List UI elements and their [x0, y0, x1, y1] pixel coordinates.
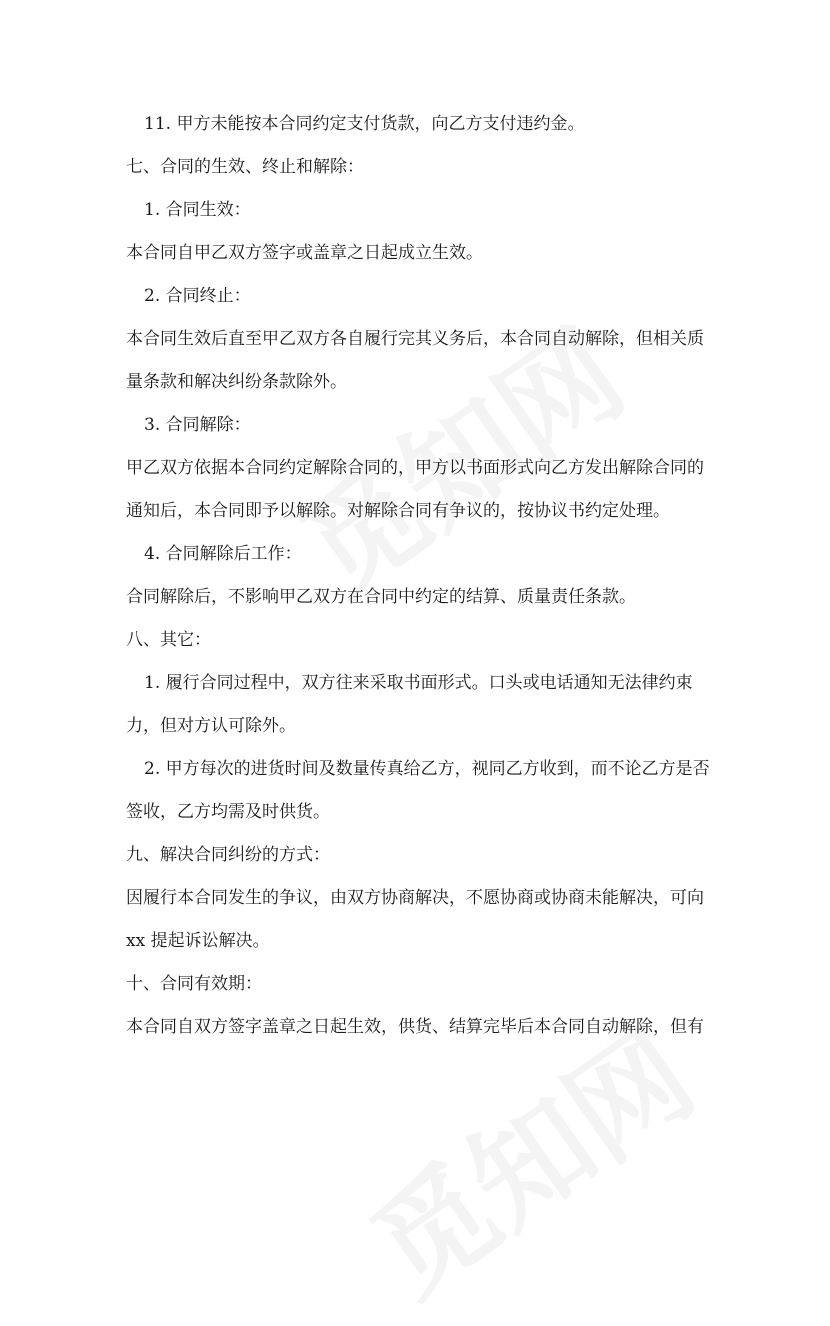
paragraph: 甲乙双方依据本合同约定解除合同的，甲方以书面形式向乙方发出解除合同的: [126, 458, 704, 478]
paragraph: 11. 甲方未能按本合同约定支付货款，向乙方支付违约金。: [144, 114, 585, 134]
paragraph: 本合同自甲乙双方签字或盖章之日起成立生效。: [126, 243, 483, 263]
clause-heading: 3. 合同解除：: [144, 415, 251, 435]
clause-heading: 1. 合同生效：: [144, 200, 251, 220]
paragraph: 力，但对方认可除外。: [126, 716, 296, 736]
paragraph: 签收，乙方均需及时供货。: [126, 802, 330, 822]
paragraph: 1. 履行合同过程中，双方往来采取书面形式。口头或电话通知无法律约束: [144, 673, 693, 693]
clause-heading: 4. 合同解除后工作：: [144, 544, 302, 564]
paragraph: 量条款和解决纠纷条款除外。: [126, 372, 347, 392]
paragraph: 2. 甲方每次的进货时间及数量传真给乙方，视同乙方收到，而不论乙方是否: [144, 759, 710, 779]
paragraph: 本合同自双方签字盖章之日起生效，供货、结算完毕后本合同自动解除，但有: [126, 1017, 704, 1037]
section-heading: 十、合同有效期：: [126, 974, 262, 994]
paragraph: 通知后，本合同即予以解除。对解除合同有争议的，按协议书约定处理。: [126, 501, 670, 521]
section-heading: 九、解决合同纠纷的方式：: [126, 845, 330, 865]
paragraph: 因履行本合同发生的争议，由双方协商解决，不愿协商或协商未能解决，可向: [126, 888, 704, 908]
section-heading: 八、其它：: [126, 630, 211, 650]
paragraph: xx 提起诉讼解决。: [126, 931, 270, 951]
clause-heading: 2. 合同终止：: [144, 286, 251, 306]
paragraph: 本合同生效后直至甲乙双方各自履行完其义务后，本合同自动解除，但相关质: [126, 329, 704, 349]
paragraph: 合同解除后，不影响甲乙双方在合同中约定的结算、质量责任条款。: [126, 587, 636, 607]
section-heading: 七、合同的生效、终止和解除：: [126, 157, 364, 177]
